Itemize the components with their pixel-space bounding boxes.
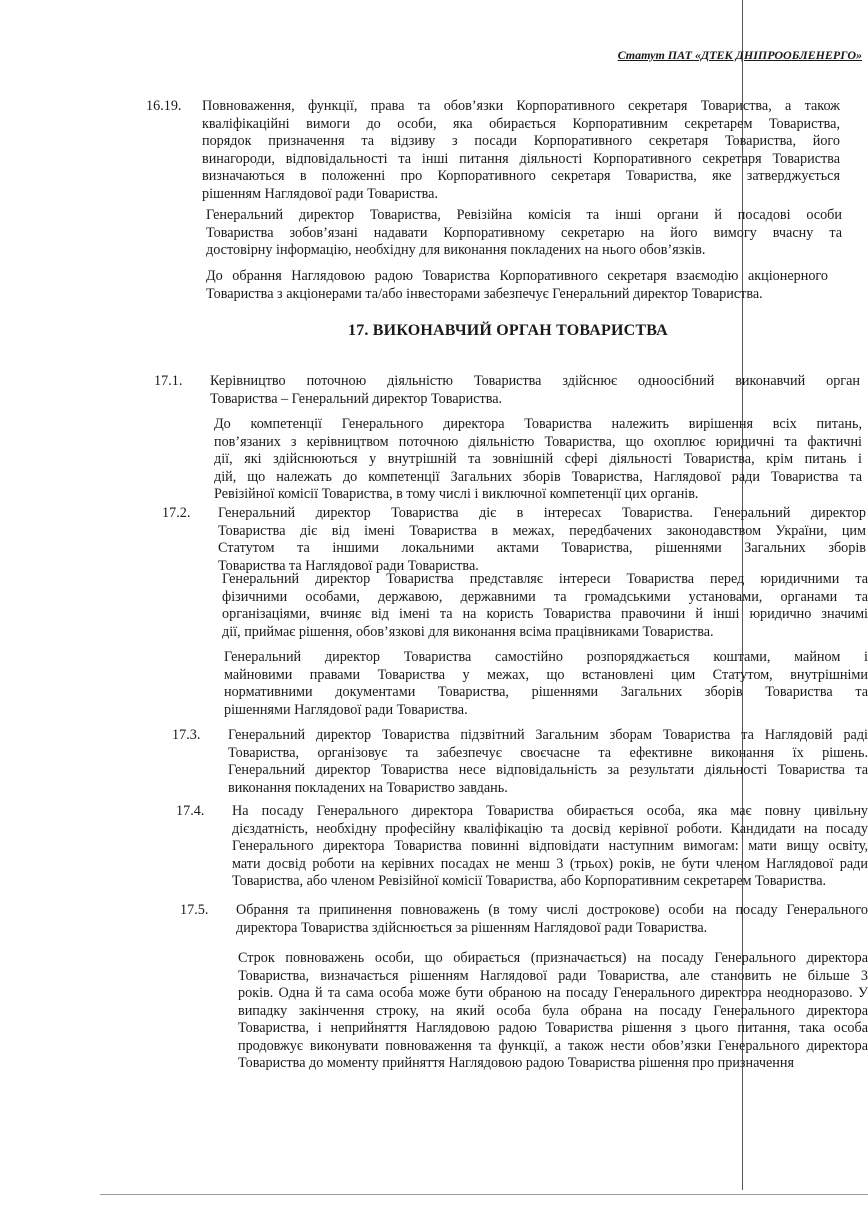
text-line: Товариства та Наглядової ради Товариства.	[218, 557, 479, 574]
text-line: Строк повноважень особи, що обирається (призначається) на посаду Генерального директора	[238, 950, 868, 966]
text-line: визначаються в положенні про Корпоративного секретаря Товариства, яке затверджується	[202, 168, 840, 184]
paragraph-block	[154, 373, 860, 408]
text-line: До компетенції Генерального директора Товариства належить вирішення всіх питань,	[214, 416, 862, 432]
text-line: років. Одна й та сама особа може бути обраною на посаду Генерального директора неодноразово. У	[238, 985, 868, 1001]
text-line: майновими правами Товариства у межах, що встановлені цим Статутом, внутрішніми	[224, 666, 868, 683]
text-line: Генеральний директор Товариства, Ревізійна комісія та інші органи й посадові особи	[206, 207, 842, 223]
clause-number: 17.4.	[176, 803, 205, 819]
text-line: Обрання та припинення повноважень (в тому числі дострокове) особи на посаду Генерального	[236, 902, 868, 918]
clause-number: 17.1.	[154, 373, 183, 389]
paragraph-block	[238, 950, 868, 1073]
text-line: Повноваження, функції, права та обов’язки Корпоративного секретаря Товариства, а також	[202, 98, 840, 114]
text-line: дії, які здійснюються у внутрішній та зовнішній сфері діяльності Товариства, крім питань і	[214, 451, 862, 467]
clause-number: 16.19.	[146, 98, 182, 114]
text-line: Товариства – Генеральний директор Товариства.	[210, 390, 503, 407]
document-header: Статут ПАТ «ДТЕК ДНІПРООБЛЕНЕРГО»	[617, 48, 862, 62]
text-line: випадку закінчення строку, на який особа була обрана на посаду Генерального директора	[238, 1002, 868, 1019]
text-line: дій, що належать до компетенції Загальних зборів Товариства, Наглядової ради Товариства та	[214, 468, 862, 485]
text-line: рішеннями Наглядової ради Товариства.	[224, 701, 468, 718]
text-line: директора Товариства здійснюється за рішенням Наглядової ради Товариства.	[236, 919, 708, 936]
paragraph-block	[180, 902, 868, 937]
paragraph-block	[222, 571, 868, 641]
clause-number: 17.3.	[172, 727, 201, 743]
text-line: Керівництво поточною діяльністю Товариства здійснює одноосібний виконавчий орган	[210, 373, 860, 389]
text-line: рішенням Наглядової ради Товариства.	[202, 185, 439, 202]
text-line: Товариства діє від імені Товариства в межах, передбачених законодавством України, цим	[218, 522, 866, 539]
text-line: Товариства, визначається рішенням Наглядової ради Товариства, але становить не більше 3	[238, 967, 868, 984]
section-title: 17. ВИКОНАВЧИЙ ОРГАН ТОВАРИСТВА	[348, 322, 668, 339]
paragraph-block	[206, 268, 828, 303]
text-line: достовірну інформацію, необхідну для виконання покладених на нього обов’язків.	[206, 242, 706, 258]
text-line: дії, приймає рішення, обов’язкові для виконання всіма працівниками Товариства.	[222, 623, 714, 640]
text-line: Товариства, організовує та забезпечує своєчасне та ефективне виконання їх рішень.	[228, 744, 868, 761]
text-line: кваліфікаційні вимоги до особи, яка обирається Корпоративним секретарем Товариства,	[202, 115, 840, 132]
text-line: Генеральний директор Товариства підзвітний Загальним зборам Товариства та Наглядовій раді	[228, 727, 868, 743]
text-line: Генеральний директор Товариства діє в інтересах Товариства. Генеральний директор	[218, 505, 866, 521]
text-line: мати досвід роботи на керівних посадах не менш 3 (трьох) років, не бути членом Наглядової ради	[232, 855, 868, 872]
text-line: порядок призначення та відзиву з посади Корпоративного секретаря Товариства, його	[202, 133, 840, 149]
text-line: Генерального директора Товариства повинні відповідати наступним вимогам: мати вищу освіту,	[232, 838, 868, 854]
text-line: Товариства з акціонерами та/або інвесторами забезпечує Генеральний директор Товариства.	[206, 285, 763, 302]
text-line: нормативними документами Товариства, рішеннями Загальних зборів Товариства та	[224, 684, 868, 700]
text-line: Статутом та іншими локальними актами Товариства, рішеннями Загальних зборів	[218, 540, 866, 556]
paragraph-block	[214, 416, 862, 504]
text-line: Генеральний директор Товариства представляє інтереси Товариства перед юридичними та	[222, 571, 868, 587]
text-line: фізичними особами, державою, державними та громадськими установами, органами та	[222, 588, 868, 605]
text-line: Товариства зобов’язані надавати Корпоративному секретарю на його вимогу вчасну та	[206, 224, 842, 241]
text-line: винагороди, відповідальності та інші питання діяльності Корпоративного секретаря Товариства	[202, 150, 840, 167]
text-line: Генеральний директор Товариства самостійно розпоряджається коштами, майном і	[224, 649, 868, 665]
text-line: Товариства, або членом Ревізійної комісії Товариства, або Корпоративним секретарем Товариства.	[232, 873, 827, 889]
text-line: пов’язаних з керівництвом поточною діяльністю Товариства, що охоплює юридичні та фактичні	[214, 433, 862, 450]
paragraph-block	[172, 727, 868, 797]
text-line: організаціями, вчиняє від імені та на користь Товариства правочини й інші юридично значимі	[222, 606, 868, 622]
text-line: Генеральний директор Товариства несе відповідальність за результати діяльності Товариства та	[228, 762, 868, 778]
clause-number: 17.2.	[162, 505, 191, 521]
text-line: продовжує виконувати повноваження та функції, а також нести обов’язки Генерального директора	[238, 1037, 868, 1054]
text-line: виконання покладених на Товариство завдань.	[228, 779, 508, 796]
paragraph-block	[206, 207, 842, 260]
clause-number: 17.5.	[180, 902, 209, 918]
paragraph-block	[146, 98, 840, 203]
text-line: До обрання Наглядовою радою Товариства Корпоративного секретаря взаємодію акціонерного	[206, 268, 828, 284]
text-line: дієздатність, необхідну професійну кваліфікацію та досвід керівної роботи. Кандидати на посаду	[232, 820, 868, 837]
paragraph-block	[224, 649, 868, 719]
text-line: Товариства до моменту прийняття Наглядовою радою Товариства рішення про призначення	[238, 1055, 794, 1071]
paragraph-block	[176, 803, 868, 891]
text-line: Ревізійної комісії Товариства, в тому числі і виключної компетенції цих органів.	[214, 486, 699, 502]
paragraph-block	[162, 505, 866, 575]
text-line: Товариства, і неприйняття Наглядовою радою Товариства рішення з цього питання, така особа	[238, 1020, 868, 1036]
bottom-rule	[100, 1194, 868, 1195]
text-line: На посаду Генерального директора Товариства обирається особа, яка має повну цивільну	[232, 803, 868, 819]
